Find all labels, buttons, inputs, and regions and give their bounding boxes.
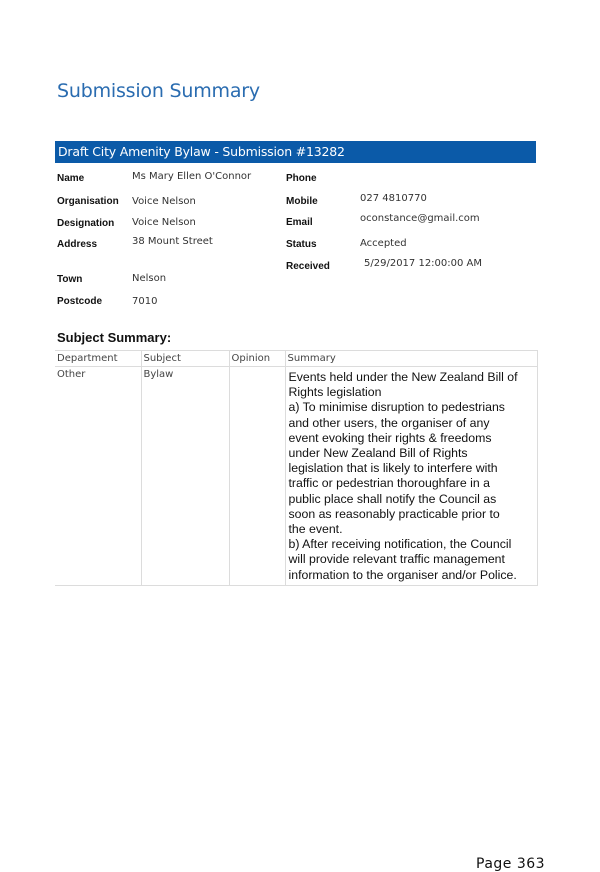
submission-banner: Draft City Amenity Bylaw - Submission #13282 <box>55 141 536 163</box>
summary-line: will provide relevant traffic management <box>288 552 505 567</box>
organisation-label: Organisation <box>57 196 119 207</box>
summary-line: and other users, the organiser of any <box>288 415 490 430</box>
mobile-label: Mobile <box>286 196 318 207</box>
town-value: Nelson <box>132 273 167 284</box>
opinion-cell <box>229 367 285 586</box>
summary-line: under New Zealand Bill of Rights <box>288 446 468 461</box>
name-value: Ms Mary Ellen O'Connor <box>132 171 252 182</box>
designation-label: Designation <box>57 218 115 229</box>
page-title: Submission Summary <box>57 80 260 102</box>
summary-line: traffic or pedestrian thoroughfare in a <box>288 476 490 491</box>
received-label: Received <box>286 261 330 272</box>
column-header-summary: Summary <box>285 351 537 367</box>
subject-cell: Bylaw <box>141 367 229 586</box>
postcode-value: 7010 <box>132 296 158 307</box>
summary-line: information to the organiser and/or Police. <box>288 567 517 582</box>
summary-line: a) To minimise disruption to pedestrians <box>288 400 505 415</box>
email-value: oconstance@gmail.com <box>360 213 480 224</box>
address-value: 38 Mount Street <box>132 236 213 247</box>
email-label: Email <box>286 217 313 228</box>
designation-value: Voice Nelson <box>132 217 196 228</box>
summary-line: Events held under the New Zealand Bill of <box>288 370 518 384</box>
summary-line: public place shall notify the Council as <box>288 491 497 506</box>
status-value: Accepted <box>360 238 407 249</box>
subject-summary-table <box>55 350 538 586</box>
postcode-label: Postcode <box>57 296 103 307</box>
organisation-value: Voice Nelson <box>132 196 196 207</box>
department-cell: Other <box>55 367 141 586</box>
summary-line: soon as reasonably practicable prior to <box>288 506 500 521</box>
subject-summary-heading: Subject Summary: <box>57 330 172 345</box>
column-header-department: Department <box>55 351 141 367</box>
column-header-opinion: Opinion <box>229 351 285 367</box>
summary-cell <box>285 367 537 586</box>
town-label: Town <box>57 274 83 285</box>
status-label: Status <box>286 239 317 250</box>
summary-line: Rights legislation <box>288 385 382 400</box>
table-header-row <box>55 351 537 367</box>
summary-line: the event. <box>288 522 343 537</box>
summary-line: legislation that is likely to interfere with <box>288 461 498 476</box>
received-value: 5/29/2017 12:00:00 AM <box>364 258 483 269</box>
summary-line: b) After receiving notification, the Council <box>288 537 512 552</box>
column-header-subject: Subject <box>141 351 229 367</box>
page-number: Page 363 <box>476 856 546 872</box>
name-label: Name <box>57 173 85 184</box>
table-row <box>55 367 537 586</box>
phone-label: Phone <box>286 173 317 184</box>
mobile-value: 027 4810770 <box>360 193 427 204</box>
summary-line: event evoking their rights & freedoms <box>288 430 492 445</box>
address-label: Address <box>57 239 98 250</box>
